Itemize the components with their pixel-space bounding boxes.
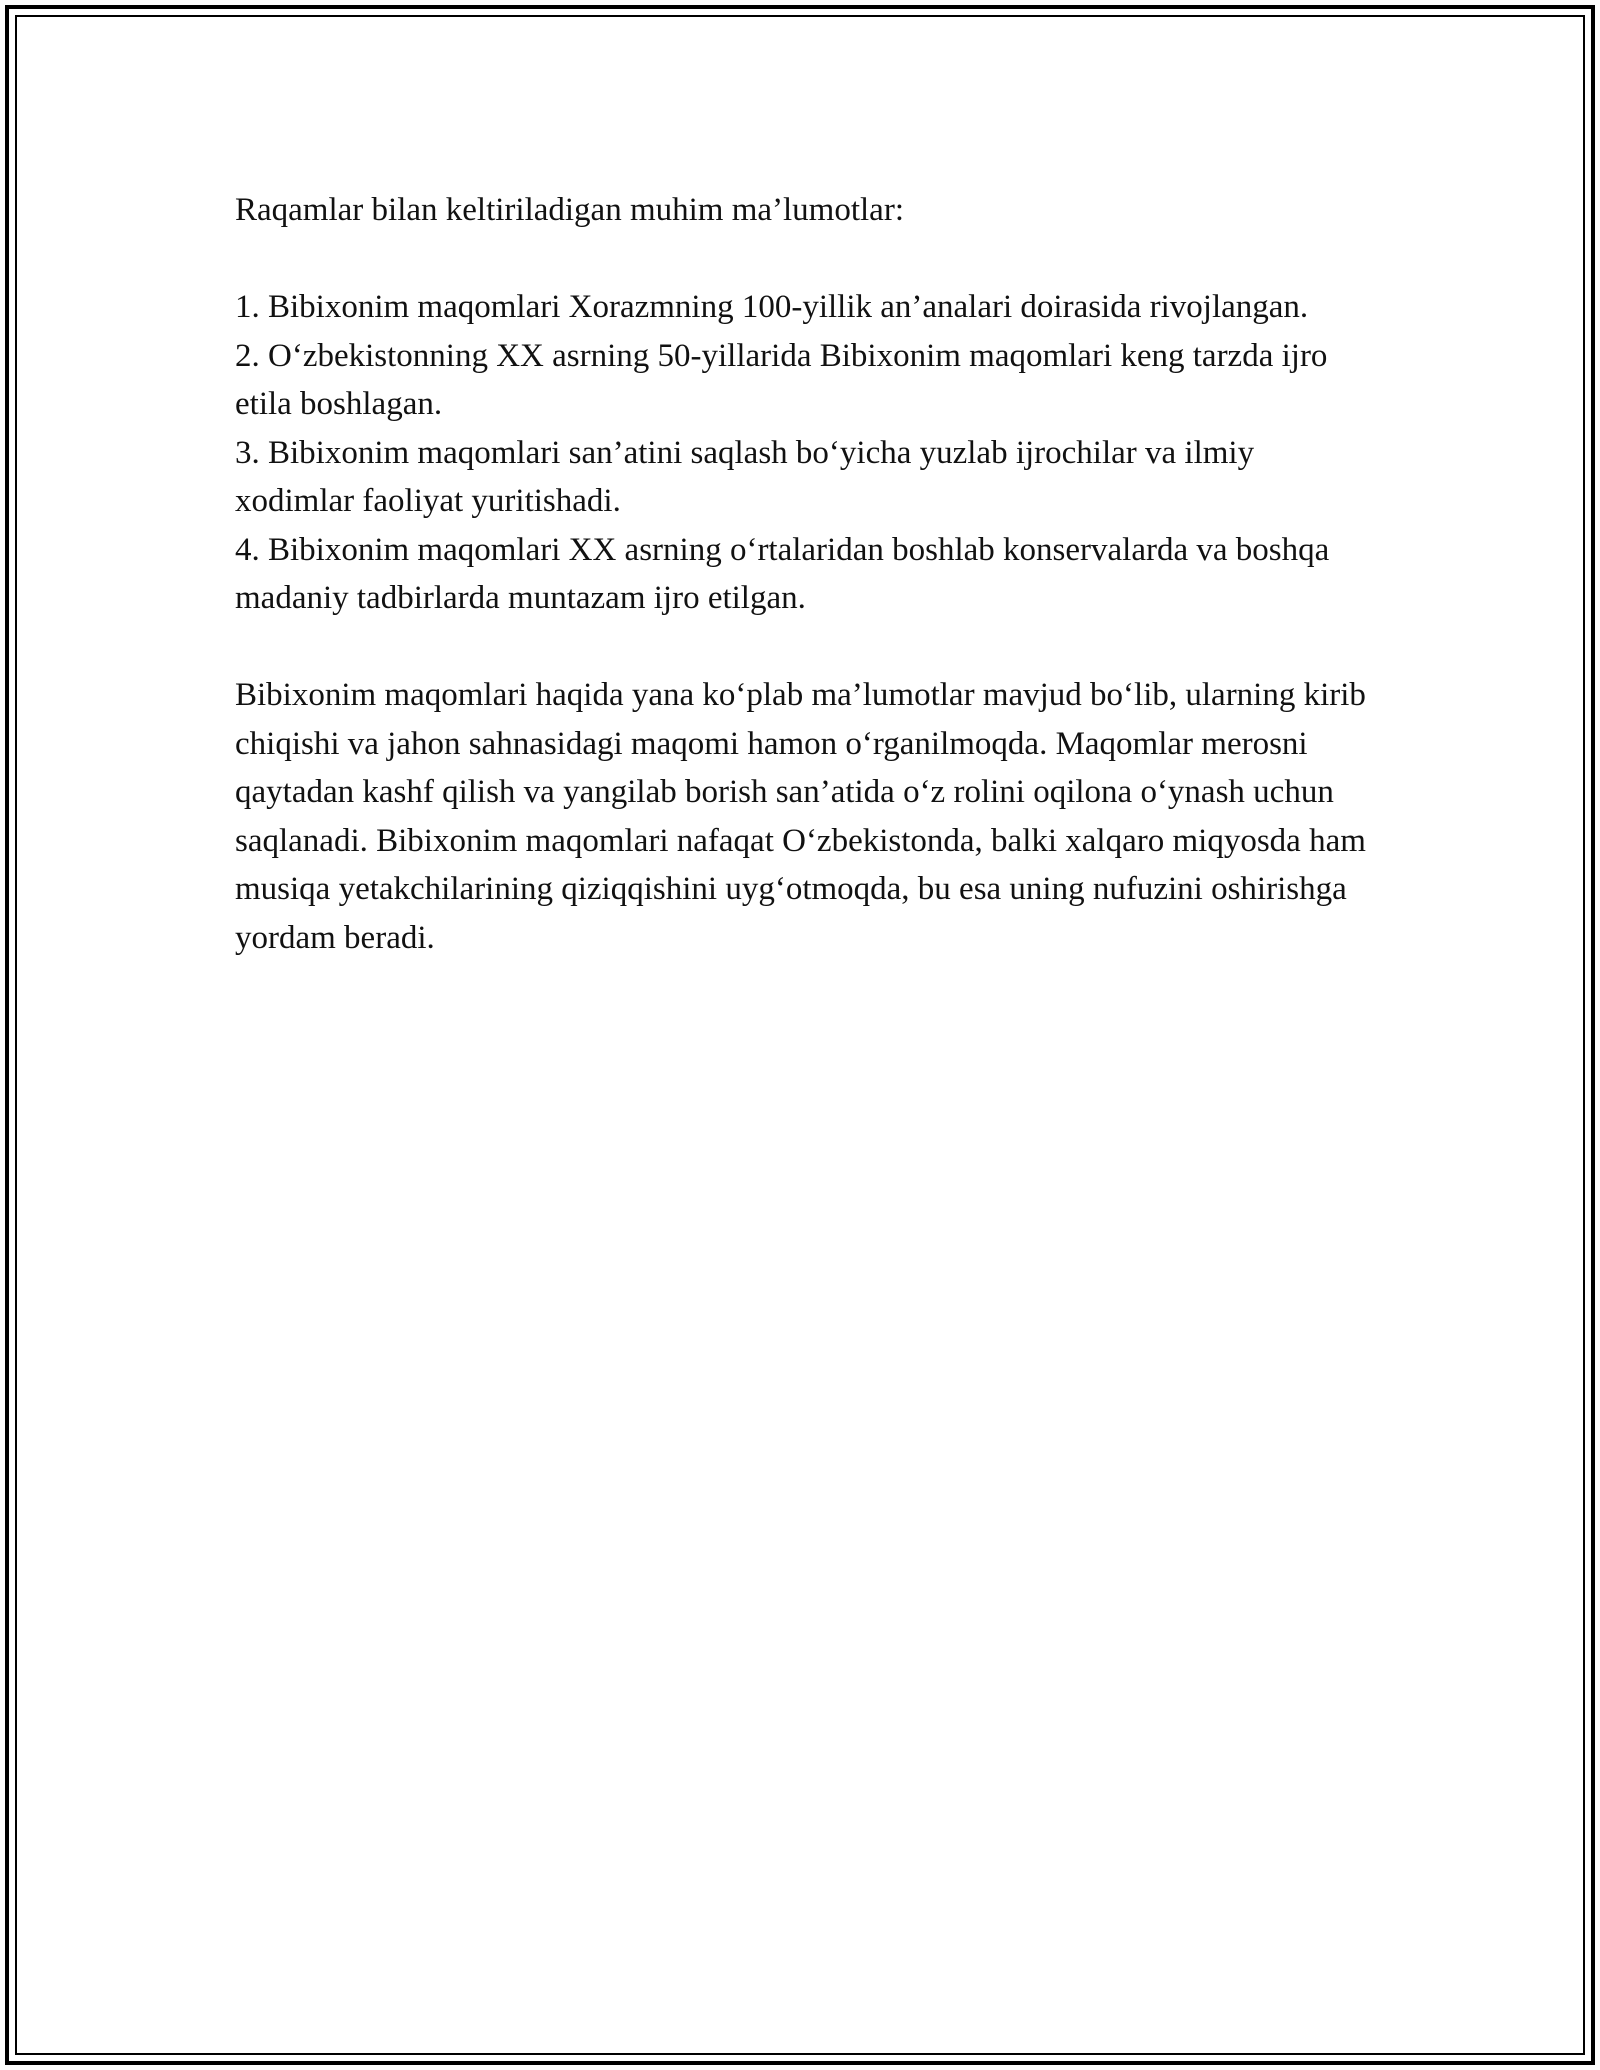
list-item: 2. O‘zbekistonning XX asrning 50-yillarida Bibixonim maqomlari keng tarzda ijro etila boshlagan. (235, 337, 1328, 422)
list-item: 3. Bibixonim maqomlari san’atini saqlash bo‘yicha yuzlab ijrochilar va ilmiy xodimlar faoliyat yuritishadi. (235, 434, 1255, 519)
list-item: 1. Bibixonim maqomlari Xorazmning 100-yillik an’analari doirasida rivojlangan. (235, 289, 1309, 325)
spacer (235, 623, 1375, 672)
list-item: 4. Bibixonim maqomlari XX asrning o‘rtalaridan boshlab konservalarda va boshqa madaniy tadbirlarda muntazam ijro etilgan. (235, 531, 1330, 616)
document-heading: Raqamlar bilan keltiriladigan muhim ma’lumotlar: (235, 192, 904, 228)
document-body (235, 186, 1375, 962)
spacer (235, 235, 1375, 284)
body-paragraph: Bibixonim maqomlari haqida yana ko‘plab ma’lumotlar mavjud bo‘lib, ularning kirib chiqishi va jahon sahnasidagi maqomi hamon o‘rganilmoqda. Maqomlar merosni qaytadan kashf qilish va yangilab borish san’atida o‘z rolini oqilona o‘ynash uchun saqlanadi. Bibixonim maqomlari nafaqat O‘zbekistonda, balki xalqaro miqyosda ham musiqa yetakchilarining qiziqqishini uyg‘otmoqda, bu esa uning nufuzini oshirishga yordam beradi. (235, 677, 1366, 956)
numbered-list (235, 283, 1375, 623)
